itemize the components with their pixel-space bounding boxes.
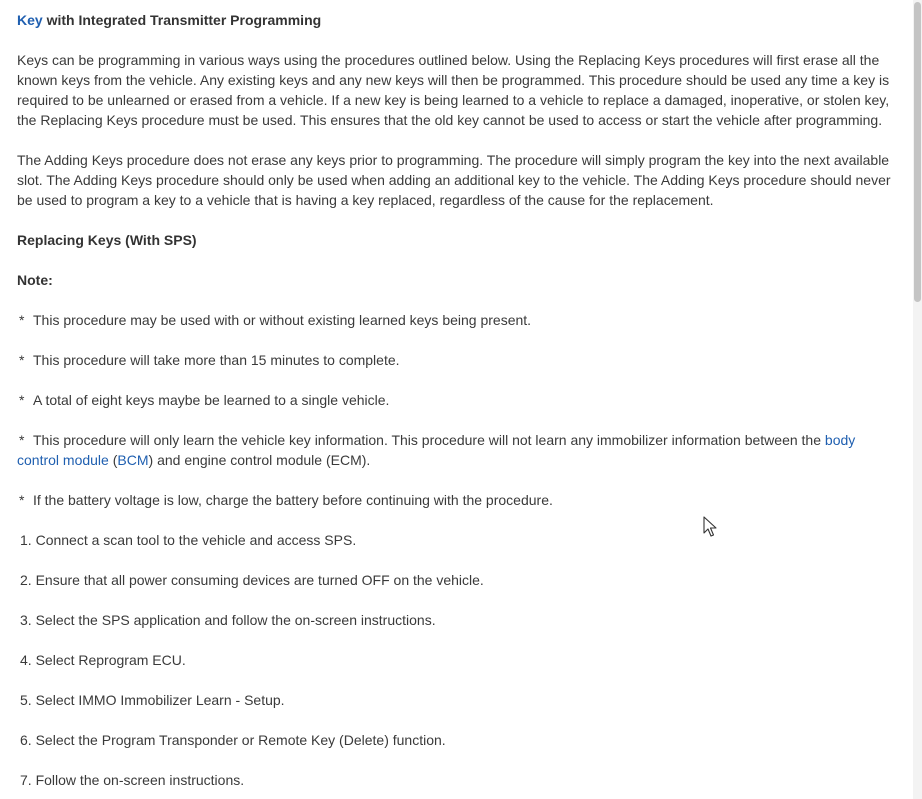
section-title: Replacing Keys (With SPS) [17,232,197,248]
note-text: This procedure will take more than 15 minutes to complete. [33,352,400,368]
step-number: 3. [20,612,32,628]
note-text: A total of eight keys maybe be learned to a single vehicle. [33,392,390,408]
step-text: Ensure that all power consuming devices are turned OFF on the vehicle. [35,572,484,588]
intro-paragraph-2: The Adding Keys procedure does not erase any keys prior to programming. The procedure will simply program the key into the next available slot. The Adding Keys procedure should only be used when adding an additional key to the vehicle. The Adding Keys procedure should never be used to program a key to a vehicle that is having a key replaced, regardless of the cause for the replacement. [17,152,891,208]
note-bullet: * [19,392,25,408]
note-text: This procedure may be used with or without existing learned keys being present. [33,312,532,328]
step-number: 5. [20,692,32,708]
note-label: Note: [17,272,53,288]
step-item [17,770,899,790]
note-bullet: * [19,432,25,448]
procedure-document [17,10,899,799]
step-text: Select the Program Transponder or Remote Key (Delete) function. [35,732,446,748]
note-text: ( [108,452,118,468]
note-item [17,490,899,510]
step-item [17,530,899,550]
step-item [17,730,899,750]
step-item [17,690,899,710]
step-text: Connect a scan tool to the vehicle and access SPS. [35,532,357,548]
intro-paragraph-1: Keys can be programming in various ways using the procedures outlined below. Using the Replacing Keys procedures will first erase all the known keys from the vehicle. Any existing keys and any new keys will then be programmed. This procedure should be used any time a key is required to be unlearned or erased from a vehicle. If a new key is being learned to a vehicle to replace a damaged, inoperative, or stolen key, the Replacing Keys procedure must be used. This ensures that the old key cannot be used to access or start the vehicle after programming. [17,52,890,128]
bcm-link[interactable]: BCM [117,452,149,468]
step-number: 1. [20,532,32,548]
note-text: If the battery voltage is low, charge the battery before continuing with the procedure. [33,492,553,508]
vertical-scrollbar[interactable] [913,0,922,799]
scrollbar-thumb[interactable] [914,2,921,302]
mouse-cursor-icon [703,516,717,538]
heading-text: with Integrated Transmitter Programming [42,12,322,28]
step-item [17,570,899,590]
note-item [17,430,899,470]
step-text: Select Reprogram ECU. [35,652,186,668]
note-text: ) and engine control module (ECM). [148,452,371,468]
step-item [17,610,899,630]
step-text: Select IMMO Immobilizer Learn - Setup. [35,692,285,708]
step-number: 2. [20,572,32,588]
step-number: 7. [20,772,32,788]
step-text: Follow the on-screen instructions. [35,772,245,788]
note-item [17,310,899,330]
note-bullet: * [19,312,25,328]
note-bullet: * [19,352,25,368]
step-item [17,650,899,670]
step-number: 6. [20,732,32,748]
page-heading [17,10,899,30]
key-link[interactable]: Key [17,12,43,28]
note-text: This procedure will only learn the vehicle key information. This procedure will not learn any immobilizer information between the [33,432,825,448]
body-control-module-link[interactable]: body control module [17,432,856,468]
note-bullet: * [19,492,25,508]
note-item [17,390,899,410]
note-item [17,350,899,370]
step-number: 4. [20,652,32,668]
step-text: Select the SPS application and follow the on-screen instructions. [35,612,436,628]
